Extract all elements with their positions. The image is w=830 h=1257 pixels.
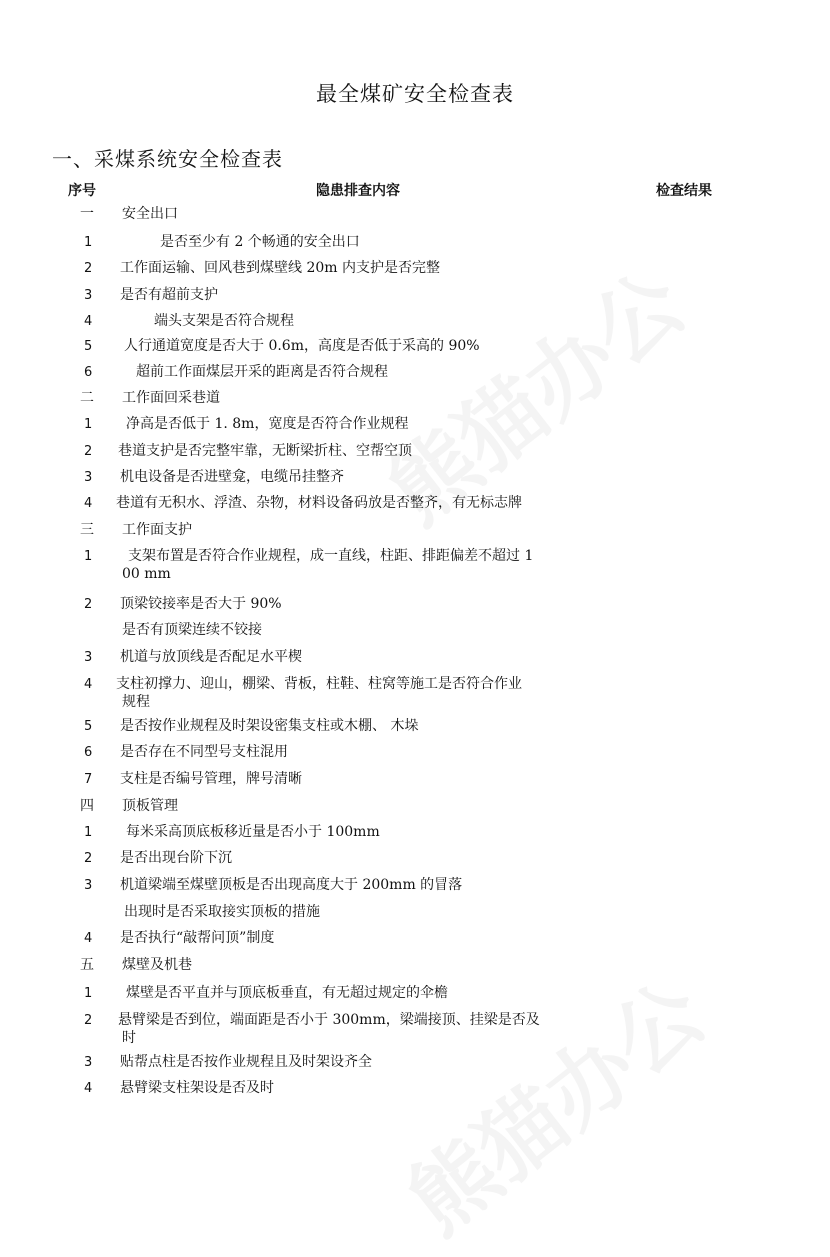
row-number: 1 [84, 825, 93, 840]
category-title: 煤壁及机巷 [122, 957, 192, 973]
row-number: 6 [84, 365, 93, 380]
check-item-text: 端头支架是否符合规程 [154, 313, 294, 329]
row-number: 1 [84, 417, 93, 432]
check-item-text: 是否按作业规程及时架设密集支柱或木棚、 木垛 [120, 718, 419, 734]
row-number: 四 [80, 798, 94, 814]
row-number: 1 [84, 986, 93, 1001]
row-number: 3 [84, 1055, 93, 1070]
check-item-text: 每米采高顶底板移近量是否小于 100mm [126, 824, 380, 840]
check-item-text: 净高是否低于 1. 8m，宽度是否符合作业规程 [126, 416, 409, 432]
row-number: 2 [84, 261, 93, 276]
check-item-text: 悬臂梁是否到位，端面距是否小于 300mm，梁端接顶、挂梁是否及 [118, 1012, 540, 1028]
check-item-text: 机道梁端至煤壁顶板是否出现高度大于 200mm 的冒落 [120, 877, 463, 893]
check-item-text: 工作面运输、回风巷到煤壁线 20m 内支护是否完整 [120, 260, 440, 276]
category-title: 工作面支护 [122, 522, 192, 538]
row-number: 4 [84, 1081, 93, 1096]
row-number: 1 [84, 235, 93, 250]
section-title: 一、采煤系统安全检查表 [52, 147, 283, 171]
check-item-text: 贴帮点柱是否按作业规程且及时架设齐全 [120, 1054, 372, 1070]
row-number: 3 [84, 878, 93, 893]
check-item-text: 是否有顶梁连续不铰接 [122, 622, 262, 638]
row-number: 1 [84, 549, 93, 564]
check-item-text: 巷道支护是否完整牢靠，无断梁折柱、空帮空顶 [118, 443, 412, 459]
check-item-text: 巷道有无积水、浮渣、杂物，材料设备码放是否整齐，有无标志牌 [116, 495, 522, 511]
row-number: 2 [84, 851, 93, 866]
check-item-text: 机电设备是否进壁龛，电缆吊挂整齐 [120, 469, 344, 485]
header-seq: 序号 [68, 183, 96, 199]
row-number: 五 [80, 957, 94, 973]
category-title: 顶板管理 [122, 798, 178, 814]
header-result: 检查结果 [656, 183, 712, 199]
check-item-text: 出现时是否采取接实顶板的措施 [124, 904, 320, 920]
row-number: 2 [84, 1013, 93, 1028]
header-content: 隐患排查内容 [316, 183, 400, 199]
row-number: 7 [84, 772, 93, 787]
row-number: 4 [84, 677, 93, 692]
row-number: 5 [84, 339, 93, 354]
check-item-text: 是否至少有 2 个畅通的安全出口 [160, 234, 360, 250]
row-number: 6 [84, 745, 93, 760]
check-item-continuation: 规程 [122, 694, 150, 710]
row-number: 4 [84, 314, 93, 329]
category-title: 工作面回采巷道 [122, 390, 220, 406]
check-item-text: 是否存在不同型号支柱混用 [120, 744, 288, 760]
check-item-text: 机道与放顶线是否配足水平楔 [120, 649, 302, 665]
check-item-text: 悬臂梁支柱架设是否及时 [120, 1080, 274, 1096]
check-item-continuation: 时 [122, 1030, 136, 1046]
row-number: 5 [84, 719, 93, 734]
check-item-text: 是否出现台阶下沉 [120, 850, 232, 866]
check-item-text: 煤壁是否平直并与顶底板垂直，有无超过规定的伞檐 [126, 985, 448, 1001]
check-item-text: 超前工作面煤层开采的距离是否符合规程 [136, 364, 388, 380]
category-title: 安全出口 [122, 206, 178, 222]
check-item-text: 支架布置是否符合作业规程，成一直线，柱距、排距偏差不超过 1 [128, 548, 534, 564]
row-number: 2 [84, 597, 93, 612]
check-item-text: 支柱是否编号管理，牌号清晰 [120, 771, 302, 787]
row-number: 3 [84, 470, 93, 485]
check-item-continuation: 00 mm [122, 566, 171, 582]
row-number: 4 [84, 496, 93, 511]
document-title: 最全煤矿安全检查表 [316, 82, 514, 106]
row-number: 三 [80, 522, 94, 538]
row-number: 3 [84, 650, 93, 665]
check-item-text: 顶梁铰接率是否大于 90% [120, 596, 282, 612]
row-number: 4 [84, 931, 93, 946]
row-number: 一 [80, 206, 94, 222]
check-item-text: 人行通道宽度是否大于 0.6m，高度是否低于采高的 90% [124, 338, 480, 354]
row-number: 二 [80, 390, 94, 406]
check-item-text: 支柱初撑力、迎山，棚梁、背板，柱鞋、柱窝等施工是否符合作业 [116, 676, 522, 692]
check-item-text: 是否有超前支护 [120, 287, 218, 303]
row-number: 3 [84, 288, 93, 303]
row-number: 2 [84, 444, 93, 459]
check-item-text: 是否执行“敲帮问顶”制度 [120, 930, 275, 946]
